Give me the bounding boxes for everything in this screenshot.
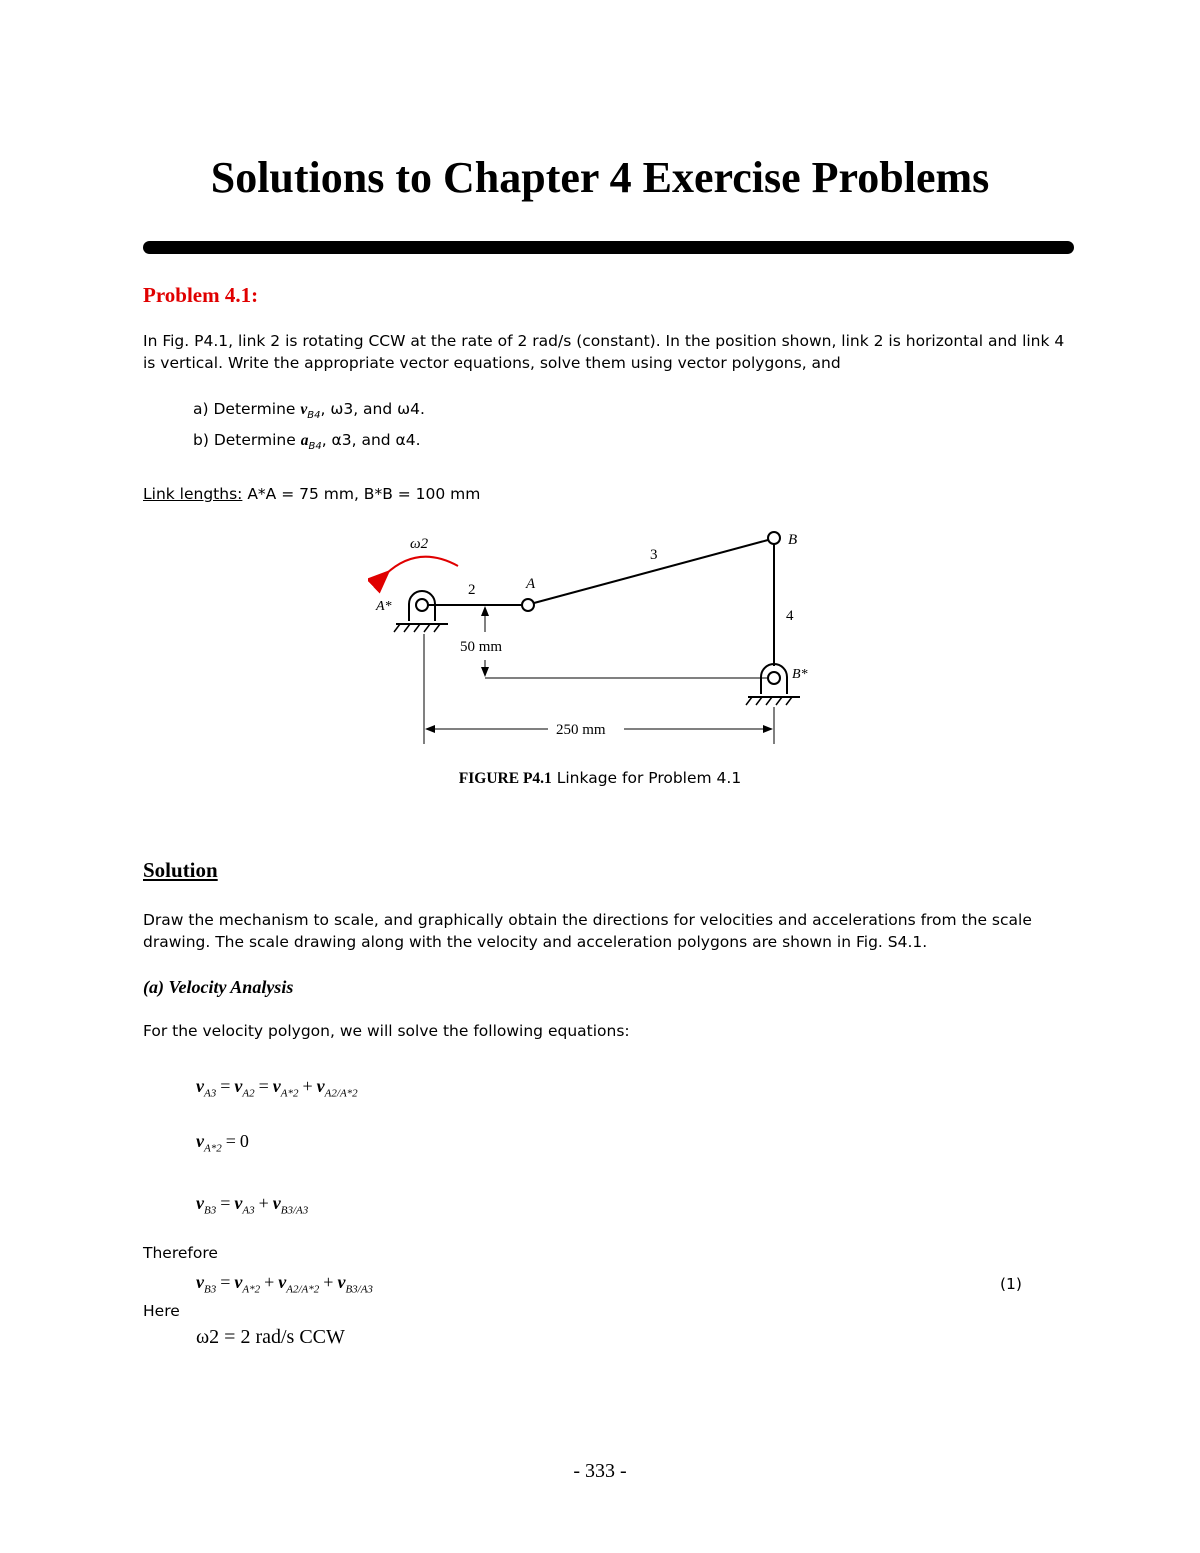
joint-a: [522, 599, 534, 611]
equation-va-star: $v_{A*2} = 0$: [196, 1131, 249, 1155]
here-text: Here: [143, 1302, 180, 1320]
pivot-a-star-label: A*: [376, 599, 392, 614]
task-a-sub: B4: [307, 410, 321, 422]
problem-heading: Problem 4.1:: [143, 283, 259, 307]
task-a-var: v: [300, 401, 308, 418]
task-b-rest: , α3, and α4.: [321, 431, 421, 449]
task-b-sub: B4: [308, 441, 322, 453]
figure-caption-label: FIGURE P4.1: [458, 770, 552, 787]
solution-heading: Solution: [143, 858, 218, 882]
dim-50-label: 50 mm: [460, 639, 503, 655]
task-a-rest: , ω3, and ω4.: [320, 400, 425, 418]
link-4-label: 4: [786, 608, 794, 624]
equation-va3: $v_{A3} = v_{A2} = v_{A*2} + v_{A2/A*2}$: [196, 1076, 358, 1100]
figure-caption: [0, 769, 1200, 788]
linkage-figure: [368, 522, 838, 752]
joint-a-label: A: [526, 576, 536, 592]
page-title: Solutions to Chapter 4 Exercise Problems: [210, 153, 990, 202]
task-b-prefix: b) Determine: [193, 431, 296, 449]
joint-b-label: B: [788, 532, 798, 548]
link-lengths-value: A*A = 75 mm, B*B = 100 mm: [247, 485, 481, 503]
equation-vb3: $v_{B3} = v_{A3} + v_{B3/A3}$: [196, 1193, 309, 1217]
pivot-b-star-label: B*: [792, 667, 808, 682]
dim-250-label: 250 mm: [556, 722, 606, 738]
pivot-a-star: [394, 591, 448, 632]
omega-arrow: [386, 557, 458, 574]
equation-number: (1): [1000, 1275, 1022, 1293]
task-item-b: [193, 431, 421, 452]
omega-equation: ω2 = 2 rad/s CCW: [196, 1326, 345, 1348]
link-3-label: 3: [650, 547, 658, 563]
velocity-intro: For the velocity polygon, we will solve the following equations:: [143, 1022, 630, 1040]
task-b-var: a: [300, 432, 309, 449]
figure-caption-text: Linkage for Problem 4.1: [556, 769, 742, 787]
velocity-analysis-heading: (a) Velocity Analysis: [143, 977, 294, 997]
omega-label: ω2: [410, 536, 429, 552]
equation-vb3-expanded: $v_{B3} = v_{A*2} + v_{A2/A*2} + v_{B3/A3}$: [196, 1272, 373, 1296]
link-lengths-label: Link lengths:: [143, 485, 243, 503]
title-divider: [143, 241, 1074, 254]
therefore-text: Therefore: [143, 1244, 218, 1262]
page-number: - 333 -: [573, 1460, 627, 1482]
joint-b: [768, 532, 780, 544]
problem-statement: In Fig. P4.1, link 2 is rotating CCW at the rate of 2 rad/s (constant). In the position shown, link 2 is horizontal and link 4 is vertical. Write the appropriate vector equations, solve them using vector polygons, and: [143, 332, 1065, 372]
task-item-a: [193, 400, 425, 421]
task-a-prefix: a) Determine: [193, 400, 296, 418]
link-2-label: 2: [468, 582, 476, 598]
solution-paragraph: Draw the mechanism to scale, and graphically obtain the directions for velocities and accelerations from the scale drawing. The scale drawing along with the velocity and acceleration polygons are shown in Fig. S4.1.: [143, 911, 1032, 951]
link-lengths: [143, 485, 480, 503]
